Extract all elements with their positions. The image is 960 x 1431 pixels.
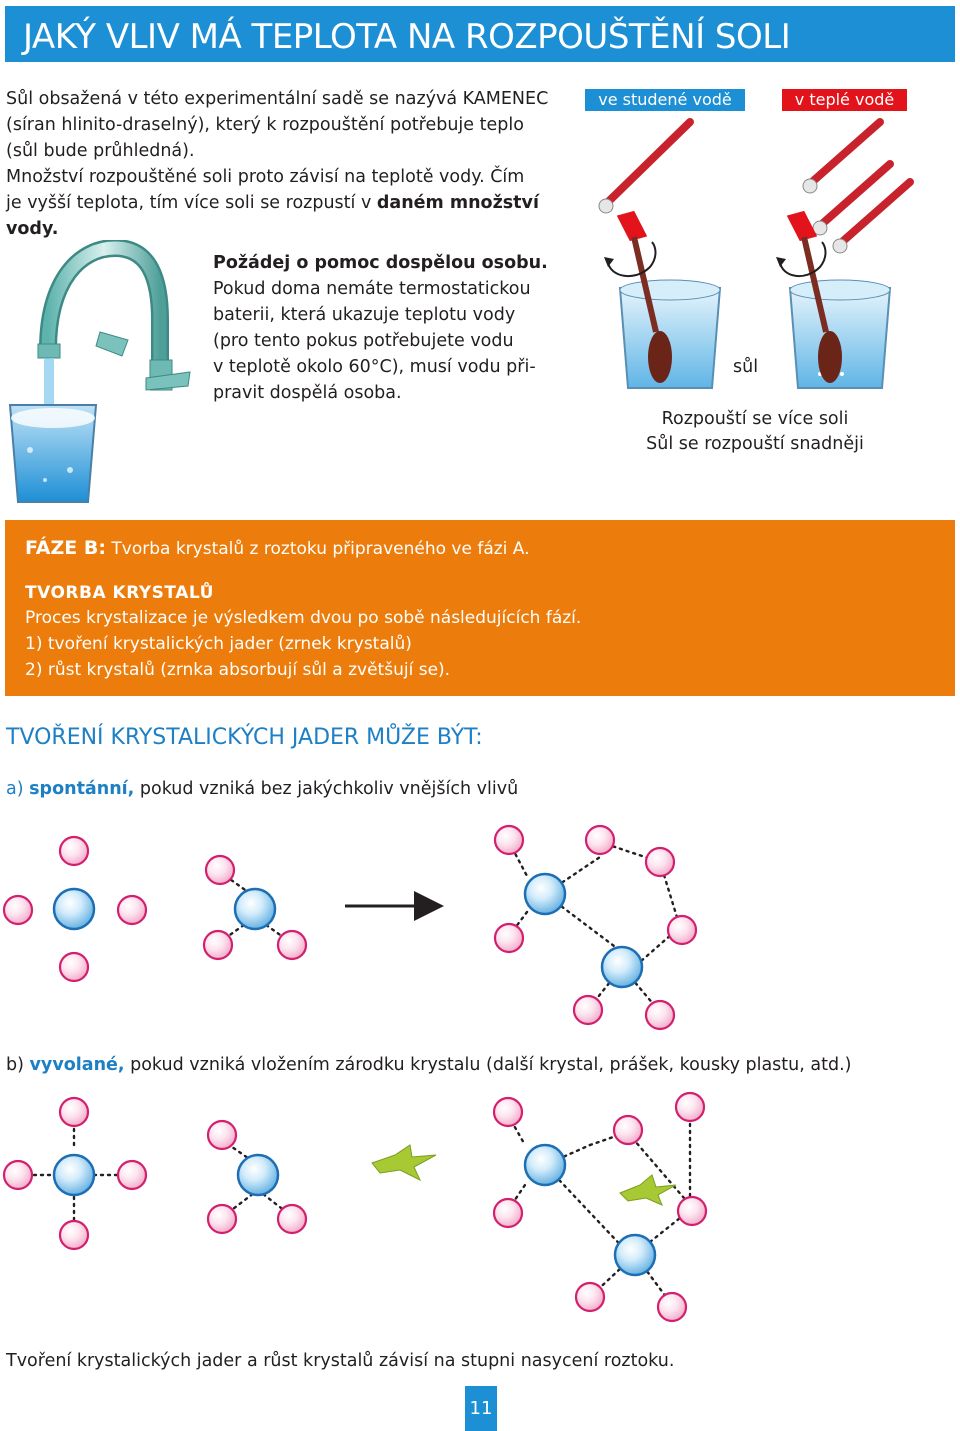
page-number: 11	[465, 1386, 497, 1431]
nuclei-heading: TVOŘENÍ KRYSTALICKÝCH JADER MŮŽE BÝT:	[6, 725, 483, 750]
anion-particle	[118, 1161, 146, 1189]
anion-particle	[60, 837, 88, 865]
option-a-key: spontánní,	[29, 779, 135, 799]
anion-particle	[658, 1293, 686, 1321]
option-b-key: vyvolané,	[29, 1055, 125, 1075]
anion-particle	[60, 1221, 88, 1249]
option-b-prefix: b)	[6, 1055, 24, 1075]
salt-label: sůl	[733, 357, 759, 377]
intro-emphasis: daném množství	[376, 193, 539, 213]
result-line: Sůl se rozpouští snadněji	[646, 434, 864, 454]
cation-particle	[54, 889, 94, 929]
cation-particle	[525, 874, 565, 914]
faucet-beaker-illustration	[0, 240, 210, 510]
option-a-text: pokud vzniká bez jakýchkoliv vnějších vlivů	[134, 779, 519, 799]
anion-particle	[278, 1205, 306, 1233]
anion-particle	[646, 1001, 674, 1029]
adult-note-line: Pokud doma nemáte termostatickou	[213, 279, 531, 299]
warm-water-cup	[790, 280, 890, 388]
cold-water-label: ve studené vodě	[585, 89, 745, 111]
cation-particle	[54, 1155, 94, 1195]
anion-particle	[676, 1093, 704, 1121]
phase-b-line: Proces krystalizace je výsledkem dvou po sobě následujících fází.	[25, 608, 582, 628]
anion-particle	[494, 1199, 522, 1227]
result-line: Rozpouští se více soli	[661, 409, 849, 429]
intro-line	[6, 190, 576, 216]
experiment-result	[600, 407, 910, 457]
rotate-arrow-icon	[776, 242, 826, 276]
title-banner	[5, 6, 955, 62]
adult-note-line: (pro tento pokus potřebujete vodu	[213, 331, 514, 351]
ion-group	[204, 856, 306, 959]
seed-crystal-icon	[620, 1175, 676, 1205]
cation-particle	[235, 889, 275, 929]
anion-particle	[678, 1197, 706, 1225]
anion-particle	[668, 916, 696, 944]
thermometer-icon	[833, 182, 910, 253]
intro-line: Množství rozpouštěné soli proto závisí na teplotě vody. Čím	[6, 167, 525, 187]
adult-note-line: baterii, která ukazuje teplotu vody	[213, 305, 516, 325]
anion-particle	[4, 896, 32, 924]
option-b	[6, 1052, 851, 1078]
intro-paragraph	[6, 86, 576, 242]
adult-note	[213, 250, 573, 406]
intro-line: (sůl bude průhledná).	[6, 141, 195, 161]
adult-note-line: v teplotě okolo 60°C), musí vodu při-	[213, 357, 536, 377]
cation-particle	[525, 1145, 565, 1185]
cation-particle	[238, 1155, 278, 1195]
anion-particle	[206, 856, 234, 884]
anion-particle	[574, 996, 602, 1024]
phase-b-line: 2) růst krystalů (zrnka absorbují sůl a zvětšují se).	[25, 660, 451, 680]
anion-particle	[576, 1283, 604, 1311]
option-a	[6, 776, 518, 802]
intro-text: je vyšší teplota, tím více soli se rozpustí v	[6, 193, 377, 213]
anion-particle	[204, 931, 232, 959]
rotate-arrow-icon	[604, 242, 656, 276]
option-a-prefix: a)	[6, 779, 24, 799]
phase-b-box	[5, 520, 955, 696]
intro-line: (síran hlinito-draselný), který k rozpouštění potřebuje teplo	[6, 115, 524, 135]
phase-b-heading: FÁZE B:	[25, 537, 106, 559]
option-b-text: pokud vzniká vložením zárodku krystalu (další krystal, prášek, kousky plastu, atd.)	[124, 1055, 852, 1075]
spontaneous-nucleation-diagram	[0, 812, 960, 1037]
scattered-ions	[4, 837, 146, 981]
ion-group	[4, 1098, 146, 1249]
phase-b-heading-text: Tvorba krystalů z roztoku připraveného ve fázi A.	[111, 539, 530, 559]
thermometer-icon	[599, 122, 690, 213]
intro-line: vody.	[6, 219, 59, 239]
intro-line: Sůl obsažená v této experimentální sadě se nazývá KAMENEC	[6, 89, 549, 109]
seed-crystal-icon	[372, 1145, 436, 1180]
anion-particle	[118, 896, 146, 924]
summary-text: Tvoření krystalických jader a růst krystalů závisí na stupni nasycení roztoku.	[6, 1351, 675, 1371]
adult-note-line: pravit dospělá osoba.	[213, 383, 402, 403]
phase-b-heading-line	[25, 537, 530, 559]
warm-water-label: v teplé vodě	[782, 89, 907, 111]
anion-particle	[208, 1205, 236, 1233]
phase-b-subheading: TVORBA KRYSTALŮ	[25, 583, 214, 603]
anion-particle	[278, 931, 306, 959]
cold-water-cup	[620, 280, 720, 388]
ion-group	[208, 1121, 306, 1233]
anion-particle	[60, 1098, 88, 1126]
anion-particle	[646, 848, 674, 876]
cation-particle	[602, 947, 642, 987]
crystal-nucleus	[495, 826, 696, 1029]
anion-particle	[60, 953, 88, 981]
page-title: JAKÝ VLIV MÁ TEPLOTA NA ROZPOUŠTĚNÍ SOLI	[23, 17, 791, 57]
anion-particle	[586, 826, 614, 854]
anion-particle	[4, 1161, 32, 1189]
anion-particle	[494, 1098, 522, 1126]
anion-particle	[495, 826, 523, 854]
anion-particle	[208, 1121, 236, 1149]
anion-particle	[614, 1116, 642, 1144]
induced-nucleation-diagram	[0, 1085, 960, 1325]
adult-note-heading: Požádej o pomoc dospělou osobu.	[213, 253, 548, 273]
anion-particle	[495, 924, 523, 952]
phase-b-line: 1) tvoření krystalických jader (zrnek krystalů)	[25, 634, 412, 654]
crystal-nucleus	[494, 1093, 706, 1321]
cation-particle	[615, 1235, 655, 1275]
